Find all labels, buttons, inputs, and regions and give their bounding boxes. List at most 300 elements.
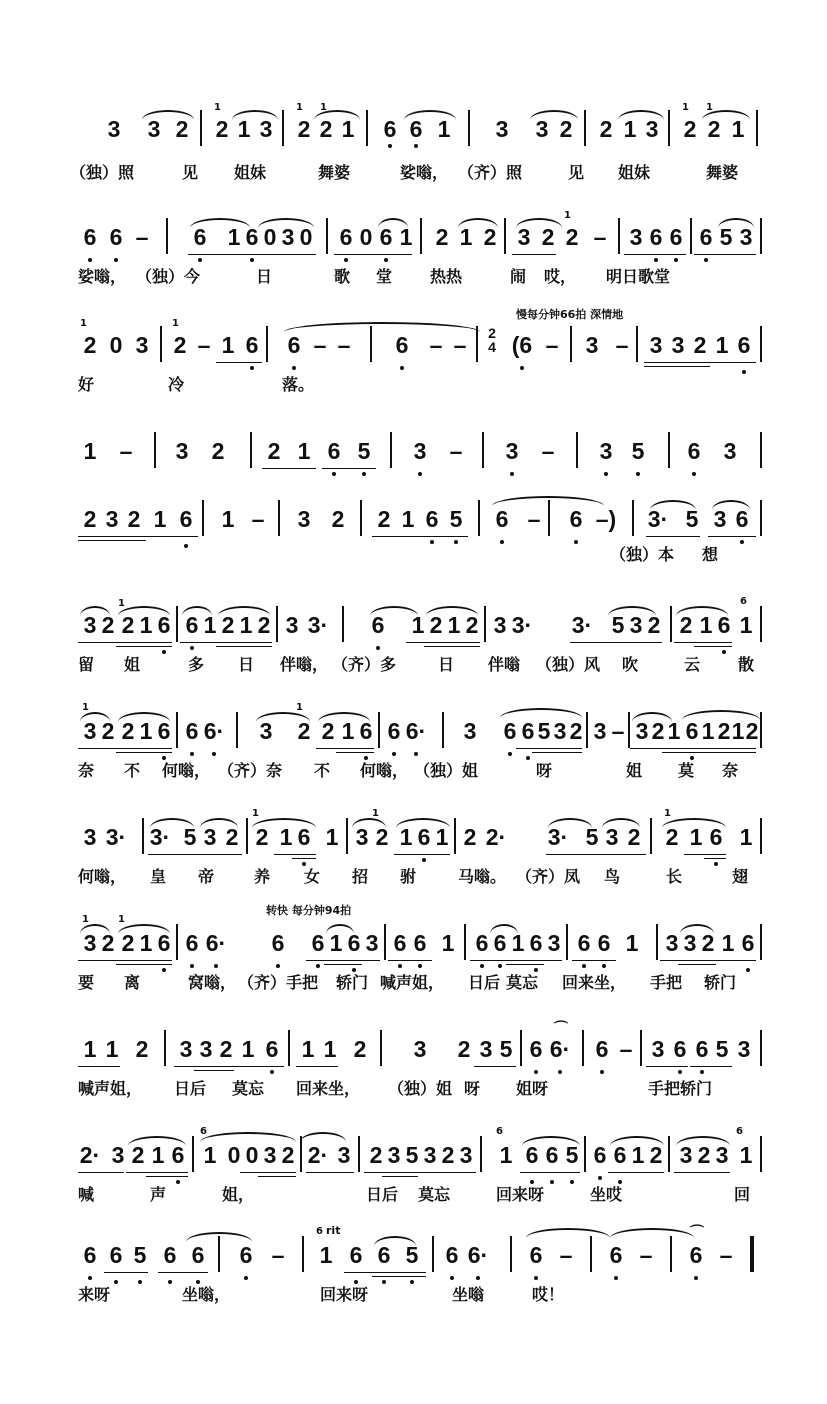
note: 2 <box>225 824 239 850</box>
note: 1 <box>221 506 235 532</box>
note: 6 <box>741 930 755 956</box>
note: 6 <box>83 1242 97 1268</box>
note: 6 <box>525 1142 539 1168</box>
slur <box>142 110 194 120</box>
note: 3 <box>553 718 567 744</box>
note: 2 <box>457 1036 471 1062</box>
lyric: 奈 <box>78 761 95 780</box>
note: 3 <box>107 116 121 142</box>
slur <box>182 606 212 616</box>
note: 5 <box>631 438 645 464</box>
barline <box>454 818 456 854</box>
note: 6 <box>669 224 683 250</box>
barline <box>576 432 578 468</box>
slur <box>662 818 726 828</box>
barline <box>432 1236 434 1272</box>
note: 5 <box>537 718 551 744</box>
lyric: 好 <box>78 375 95 394</box>
low-octave-dot <box>250 258 254 262</box>
lyric: （独）姐 <box>414 761 479 780</box>
note: 2 <box>565 224 579 250</box>
note: 2 <box>221 612 235 638</box>
note: 6 <box>445 1242 459 1268</box>
underline-beam <box>388 960 432 961</box>
low-octave-dot <box>388 144 392 148</box>
barline <box>342 606 344 642</box>
note: 1 <box>399 824 413 850</box>
note: 1 <box>341 718 355 744</box>
slur <box>80 712 110 722</box>
note: 3 <box>535 116 549 142</box>
lyric: 姐 <box>124 655 141 674</box>
notation-row <box>70 1126 760 1176</box>
note: 5 <box>565 1142 579 1168</box>
note: 3 <box>83 718 97 744</box>
underline-beam <box>240 1172 296 1173</box>
note: 2 <box>297 718 311 744</box>
tempo-marking: 转快 每分钟94拍 <box>266 904 352 917</box>
final-barline <box>750 1236 754 1272</box>
note: 6 <box>495 506 509 532</box>
low-octave-dot <box>250 366 254 370</box>
note: 6· <box>203 718 225 744</box>
note: 6 <box>521 718 535 744</box>
note: 6 <box>339 224 353 250</box>
note: 3 <box>645 116 659 142</box>
lyrics-row <box>70 1284 760 1310</box>
note: 3· <box>307 612 329 638</box>
note: 6 <box>417 824 431 850</box>
note: – <box>541 438 555 464</box>
fermata: ⌒ <box>554 1021 568 1037</box>
barline <box>636 326 638 362</box>
note: 2 <box>717 718 731 744</box>
grace-note: 1 <box>118 914 125 925</box>
note: 6 <box>191 1242 205 1268</box>
underline-beam <box>78 642 172 643</box>
underline-beam <box>158 1272 208 1273</box>
lyric: 把 <box>302 973 319 992</box>
underline-beam <box>406 642 480 643</box>
note: 2 <box>707 116 721 142</box>
slur <box>618 110 664 120</box>
note: 2 <box>101 718 115 744</box>
underline-beam <box>624 254 686 255</box>
note: 1 <box>715 332 729 358</box>
note: 2 <box>215 116 229 142</box>
note: 2 <box>465 612 479 638</box>
underline-beam <box>646 536 700 537</box>
barline <box>690 218 692 254</box>
note: 1 <box>411 612 425 638</box>
barline <box>176 606 178 642</box>
low-octave-dot <box>582 964 586 968</box>
note: 1 <box>623 116 637 142</box>
barline <box>760 1136 762 1172</box>
note: 1 <box>203 612 217 638</box>
underline-beam <box>708 536 756 537</box>
slur <box>118 924 170 934</box>
lyric: 明日歌堂 <box>606 267 671 286</box>
note: 3 <box>495 116 509 142</box>
note: 3· <box>511 612 533 638</box>
lyric: 日后 <box>366 1185 399 1204</box>
note: 2 <box>665 824 679 850</box>
note: 2 <box>121 930 135 956</box>
note: 1 <box>221 332 235 358</box>
note: 5 <box>611 612 625 638</box>
notation-row <box>70 914 760 964</box>
note: 5 <box>719 224 733 250</box>
low-octave-dot <box>214 964 218 968</box>
note: 3· <box>149 824 171 850</box>
lyric: 回来呀 <box>496 1185 545 1204</box>
underline-beam <box>660 960 756 961</box>
note: 2 <box>745 718 759 744</box>
note: 1 <box>239 612 253 638</box>
underline-beam <box>572 960 616 961</box>
barline <box>276 606 278 642</box>
note: 3 <box>203 824 217 850</box>
note: – <box>135 224 149 250</box>
barline <box>668 1136 670 1172</box>
note: 6 <box>425 506 439 532</box>
grace-note: 1 <box>706 102 713 113</box>
low-octave-dot <box>604 472 608 476</box>
underline-beam <box>506 964 544 965</box>
note: 6 <box>595 1036 609 1062</box>
lyric: 堂 <box>376 267 393 286</box>
slur <box>516 218 562 228</box>
note: 2 <box>83 506 97 532</box>
barline <box>360 500 362 536</box>
note: 1 <box>435 824 449 850</box>
underline-beam <box>322 468 376 469</box>
note: 3 <box>423 1142 437 1168</box>
barline <box>154 432 156 468</box>
underline-beam <box>674 1172 730 1173</box>
note: 6 <box>737 332 751 358</box>
lyric: （齐）奈 <box>218 761 283 780</box>
underline-beam <box>78 1066 120 1067</box>
note: 1 <box>631 1142 645 1168</box>
lyric: 驸 <box>400 867 417 886</box>
slur <box>718 218 754 228</box>
slur <box>218 606 270 616</box>
lyric: 见 <box>568 163 585 182</box>
lyric: 莫 <box>678 761 695 780</box>
note: 2 <box>101 930 115 956</box>
note: 3 <box>459 1142 473 1168</box>
note: 2· <box>79 1142 101 1168</box>
notation-row <box>70 432 760 472</box>
note: 6 <box>379 224 393 250</box>
low-octave-dot <box>392 752 396 756</box>
note: 6 <box>685 718 699 744</box>
note: – <box>453 332 467 358</box>
low-octave-dot <box>292 366 296 370</box>
note: 2 <box>701 930 715 956</box>
low-octave-dot <box>534 1070 538 1074</box>
note: 3· <box>571 612 593 638</box>
underline-beam <box>690 1066 732 1067</box>
slur <box>530 110 578 120</box>
low-octave-dot <box>694 1276 698 1280</box>
note: 2 <box>463 824 477 850</box>
lyric: 女 <box>304 867 321 886</box>
barline <box>582 1030 584 1066</box>
low-octave-dot <box>344 258 348 262</box>
note: 3 <box>585 332 599 358</box>
note: 3 <box>723 438 737 464</box>
slur <box>650 500 696 510</box>
lyric: 日 <box>438 655 455 674</box>
underline-beam <box>262 468 316 469</box>
note: 3 <box>715 1142 729 1168</box>
note: 6 <box>245 224 259 250</box>
barline <box>164 1030 166 1066</box>
note: 5 <box>715 1036 729 1062</box>
underline-beam <box>334 254 412 255</box>
barline <box>756 110 758 146</box>
barline <box>670 606 672 642</box>
underline-beam <box>372 536 420 537</box>
lyric: 坐嗡 <box>452 1285 485 1304</box>
lyric: 歌 <box>334 267 351 286</box>
barline <box>478 500 480 536</box>
underline-beam <box>474 1066 516 1067</box>
underline-beam <box>324 964 362 965</box>
note: 3 <box>713 506 727 532</box>
lyric: （独）照 <box>70 163 135 182</box>
slur <box>200 818 238 828</box>
low-octave-dot <box>476 1276 480 1280</box>
note: 2 <box>683 116 697 142</box>
note: 1 <box>139 612 153 638</box>
note: 6 <box>735 506 749 532</box>
note: 0 <box>299 224 313 250</box>
barline <box>760 218 762 254</box>
lyric: 冷 <box>168 375 185 394</box>
slur <box>426 606 478 616</box>
note: 1 <box>83 438 97 464</box>
note: 5 <box>357 438 371 464</box>
note: – <box>527 506 541 532</box>
note: 6· <box>405 718 427 744</box>
low-octave-dot <box>700 1070 704 1074</box>
note: 1 <box>279 824 293 850</box>
note: 6 <box>179 506 193 532</box>
low-octave-dot <box>88 258 92 262</box>
barline <box>570 326 572 362</box>
note: 6 <box>377 1242 391 1268</box>
lyric: 伴嗡 <box>488 655 521 674</box>
note: 1 <box>625 930 639 956</box>
note: 3 <box>413 438 427 464</box>
note: 1 <box>399 224 413 250</box>
note: 5 <box>183 824 197 850</box>
barline <box>484 606 486 642</box>
lyrics-row <box>70 866 760 892</box>
lyric: 窝嗡， <box>188 973 237 992</box>
note: 1 <box>139 718 153 744</box>
note: 1 <box>203 1142 217 1168</box>
slur <box>404 110 456 120</box>
underline-beam <box>78 960 172 961</box>
note: 1 <box>83 1036 97 1062</box>
lyric: 坐嗡， <box>182 1285 231 1304</box>
note: – <box>559 1242 573 1268</box>
slur <box>252 818 316 828</box>
note: 2 <box>267 438 281 464</box>
barline <box>632 500 634 536</box>
barline <box>618 218 620 254</box>
low-octave-dot <box>692 472 696 476</box>
low-octave-dot <box>450 1276 454 1280</box>
note: 3 <box>83 824 97 850</box>
tempo-marking: rit <box>326 1224 341 1237</box>
note: 2 <box>131 1142 145 1168</box>
note: 6 <box>359 718 373 744</box>
lyric: 何嗡， <box>360 761 409 780</box>
lyric: 翅 <box>732 867 749 886</box>
note: 6· <box>549 1036 571 1062</box>
lyric: 伴嗡， <box>280 655 329 674</box>
note: 3 <box>387 1142 401 1168</box>
note: 6· <box>205 930 227 956</box>
low-octave-dot <box>480 964 484 968</box>
low-octave-dot <box>414 144 418 148</box>
note: 0 <box>359 224 373 250</box>
note: 1 <box>329 930 343 956</box>
slur <box>284 322 480 332</box>
barline <box>346 818 348 854</box>
note: 5 <box>499 1036 513 1062</box>
note: 2 <box>627 824 641 850</box>
lyric: 姐妹 <box>234 163 267 182</box>
underline-beam <box>694 646 732 647</box>
note: 6 <box>371 612 385 638</box>
note: 1 <box>241 1036 255 1062</box>
note: 3 <box>365 930 379 956</box>
lyric: 吹 <box>622 655 639 674</box>
slur <box>186 1232 252 1242</box>
underline-beam <box>116 752 172 753</box>
note: 3 <box>479 1036 493 1062</box>
note: 2 <box>541 224 555 250</box>
lyric: 姐呀 <box>516 1079 549 1098</box>
notation-row <box>70 210 760 258</box>
underline-beam <box>78 540 146 541</box>
underline-beam <box>570 642 662 643</box>
note: 1 <box>341 116 355 142</box>
barline <box>504 218 506 254</box>
barline <box>482 432 484 468</box>
note: 3 <box>179 1036 193 1062</box>
slur <box>680 924 714 934</box>
note: 6 <box>109 1242 123 1268</box>
note: – <box>197 332 211 358</box>
low-octave-dot <box>534 1276 538 1280</box>
barline <box>202 500 204 536</box>
low-octave-dot <box>678 1070 682 1074</box>
slur <box>80 924 110 934</box>
lyric: 回来坐， <box>562 973 627 992</box>
note: 3 <box>547 930 561 956</box>
barline <box>668 110 670 146</box>
underline-beam <box>546 854 646 855</box>
underline-beam <box>372 1276 426 1277</box>
lyric: 喊声姐， <box>78 1079 143 1098</box>
note: 0 <box>227 1142 241 1168</box>
barline <box>468 110 470 146</box>
note: 3 <box>105 506 119 532</box>
underline-beam <box>512 254 556 255</box>
low-octave-dot <box>418 472 422 476</box>
note: 6 <box>347 930 361 956</box>
low-octave-dot <box>276 964 280 968</box>
slur <box>300 1132 346 1142</box>
low-octave-dot <box>332 472 336 476</box>
slur <box>676 1136 730 1146</box>
grace-note: 1 <box>682 102 689 113</box>
slur <box>128 1136 186 1146</box>
low-octave-dot <box>114 258 118 262</box>
lyric: 回来坐， <box>296 1079 361 1098</box>
low-octave-dot <box>212 752 216 756</box>
note: 6 <box>613 1142 627 1168</box>
note: 1 <box>447 612 461 638</box>
underline-beam <box>146 1176 188 1177</box>
note: 3 <box>593 718 607 744</box>
low-octave-dot <box>614 1276 618 1280</box>
lyric: 坐哎 <box>590 1185 623 1204</box>
note: 6 <box>545 1142 559 1168</box>
slur <box>676 606 728 616</box>
note: 1 <box>319 1242 333 1268</box>
note: 3 <box>629 224 643 250</box>
note: 6 <box>475 930 489 956</box>
slur <box>378 218 408 228</box>
note: 6 <box>529 1036 543 1062</box>
low-octave-dot <box>316 964 320 968</box>
lyric: 姐 <box>626 761 643 780</box>
note: 3 <box>83 930 97 956</box>
lyrics-row <box>70 374 760 400</box>
underline-beam <box>678 964 716 965</box>
notation-row <box>70 596 760 646</box>
low-octave-dot <box>244 1276 248 1280</box>
slur <box>522 1136 580 1146</box>
note: 0 <box>245 1142 259 1168</box>
note: 1 <box>323 1036 337 1062</box>
note: 6 <box>109 224 123 250</box>
slur <box>232 110 278 120</box>
note: 6 <box>699 224 713 250</box>
underline-beam <box>424 646 480 647</box>
note: 6 <box>395 332 409 358</box>
underline-beam <box>662 752 756 753</box>
low-octave-dot <box>510 472 514 476</box>
note: 2 <box>369 1142 383 1168</box>
low-octave-dot <box>362 472 366 476</box>
lyric: 呀 <box>536 761 553 780</box>
slur <box>256 712 310 722</box>
slur <box>326 924 354 934</box>
note: 1 <box>701 718 715 744</box>
lyric: 莫忘 <box>232 1079 265 1098</box>
low-octave-dot <box>190 752 194 756</box>
